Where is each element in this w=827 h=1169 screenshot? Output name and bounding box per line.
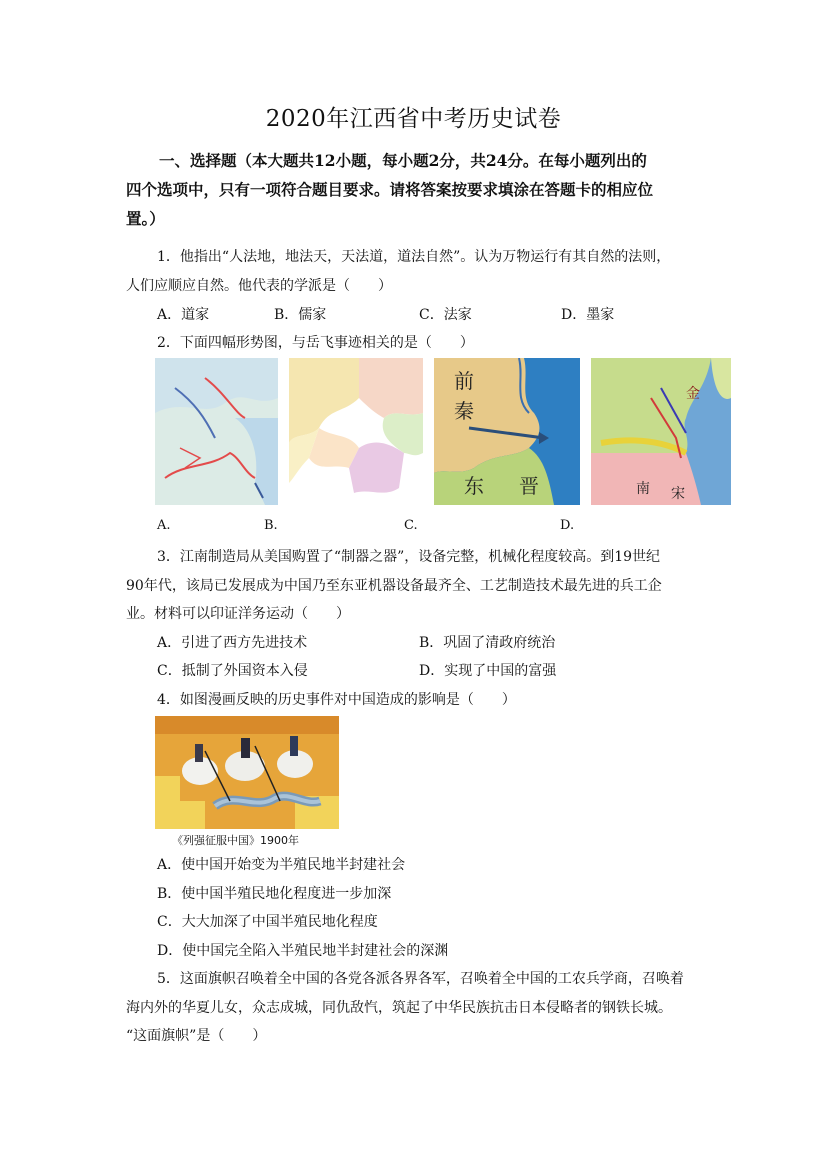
q3-option-d[interactable]: D．实现了中国的富强	[419, 663, 557, 679]
q1-option-d[interactable]: D．墨家	[561, 307, 615, 323]
q4-option-c[interactable]: C．大大加深了中国半殖民地化程度	[157, 914, 378, 930]
q3-option-b[interactable]: B．巩固了清政府统治	[419, 635, 556, 651]
q1-option-c[interactable]: C．法家	[419, 307, 472, 323]
cartoon-image[interactable]	[155, 716, 339, 829]
page-title: 2020年江西省中考历史试卷	[265, 106, 562, 132]
q1-option-a[interactable]: A．道家	[157, 307, 210, 323]
section-line-3: 置。）	[126, 209, 165, 228]
map-d-label-jin: 金	[686, 386, 700, 402]
map-c-label-qin: 秦	[454, 399, 474, 423]
map-b-image[interactable]	[289, 358, 423, 505]
map-label-b: B.	[264, 518, 278, 533]
map-label-d: D.	[560, 518, 575, 533]
map-c-label-dong: 东	[464, 474, 484, 498]
q4-option-a[interactable]: A．使中国开始变为半殖民地半封建社会	[157, 857, 406, 873]
section-heading	[126, 146, 706, 233]
map-label-a: A.	[157, 518, 171, 533]
q3-text-1: 3．江南制造局从美国购置了“制器之器”，设备完整，机械化程度较高。到19世纪	[157, 549, 661, 565]
q3-option-c[interactable]: C．抵制了外国资本入侵	[157, 663, 308, 679]
q3-text-2: 90年代，该局已发展成为中国乃至东亚机器设备最齐全、工艺制造技术最先进的兵工企	[126, 578, 662, 594]
map-d-image[interactable]	[591, 358, 731, 505]
q5-text-1: 5．这面旗帜召唤着全中国的各党各派各界各军，召唤着全中国的工农兵学商，召唤着	[157, 971, 684, 987]
q4-option-d[interactable]: D．使中国完全陷入半殖民地半封建社会的深渊	[157, 943, 449, 959]
q3-text-3: 业。材料可以印证洋务运动（ ）	[126, 606, 350, 622]
map-c-label-jin: 晋	[519, 474, 539, 498]
map-d-label-nan: 南	[636, 481, 650, 497]
q1-text-2: 人们应顺应自然。他代表的学派是（ ）	[126, 278, 392, 294]
map-a-image[interactable]	[155, 358, 278, 505]
q1-text-1: 1．他指出“人法地，地法天，天法道，道法自然”。认为万物运行有其自然的法则，	[157, 249, 671, 265]
section-line-2: 四个选项中，只有一项符合题目要求。请将答案按要求填涂在答题卡的相应位	[126, 180, 654, 199]
section-line-1: 一、选择题（本大题共12小题，每小题2分，共24分。在每小题列出的	[159, 151, 647, 170]
map-d-label-song: 宋	[671, 486, 685, 502]
q4-text-1: 4．如图漫画反映的历史事件对中国造成的影响是（ ）	[157, 692, 516, 708]
map-c-label-qian: 前	[454, 369, 474, 393]
map-c-image[interactable]	[434, 358, 580, 505]
cartoon-caption: 《列强征服中国》1900年	[172, 834, 299, 847]
q2-text-1: 2．下面四幅形势图，与岳飞事迹相关的是（ ）	[157, 335, 474, 351]
q5-text-3: “这面旗帜”是（ ）	[126, 1028, 267, 1044]
q5-text-2: 海内外的华夏儿女，众志成城，同仇敌忾，筑起了中华民族抗击日本侵略者的钢铁长城。	[126, 1000, 672, 1016]
map-label-c: C.	[404, 518, 418, 533]
q3-option-a[interactable]: A．引进了西方先进技术	[157, 635, 308, 651]
q1-option-b[interactable]: B．儒家	[274, 307, 327, 323]
q4-option-b[interactable]: B．使中国半殖民地化程度进一步加深	[157, 886, 392, 902]
